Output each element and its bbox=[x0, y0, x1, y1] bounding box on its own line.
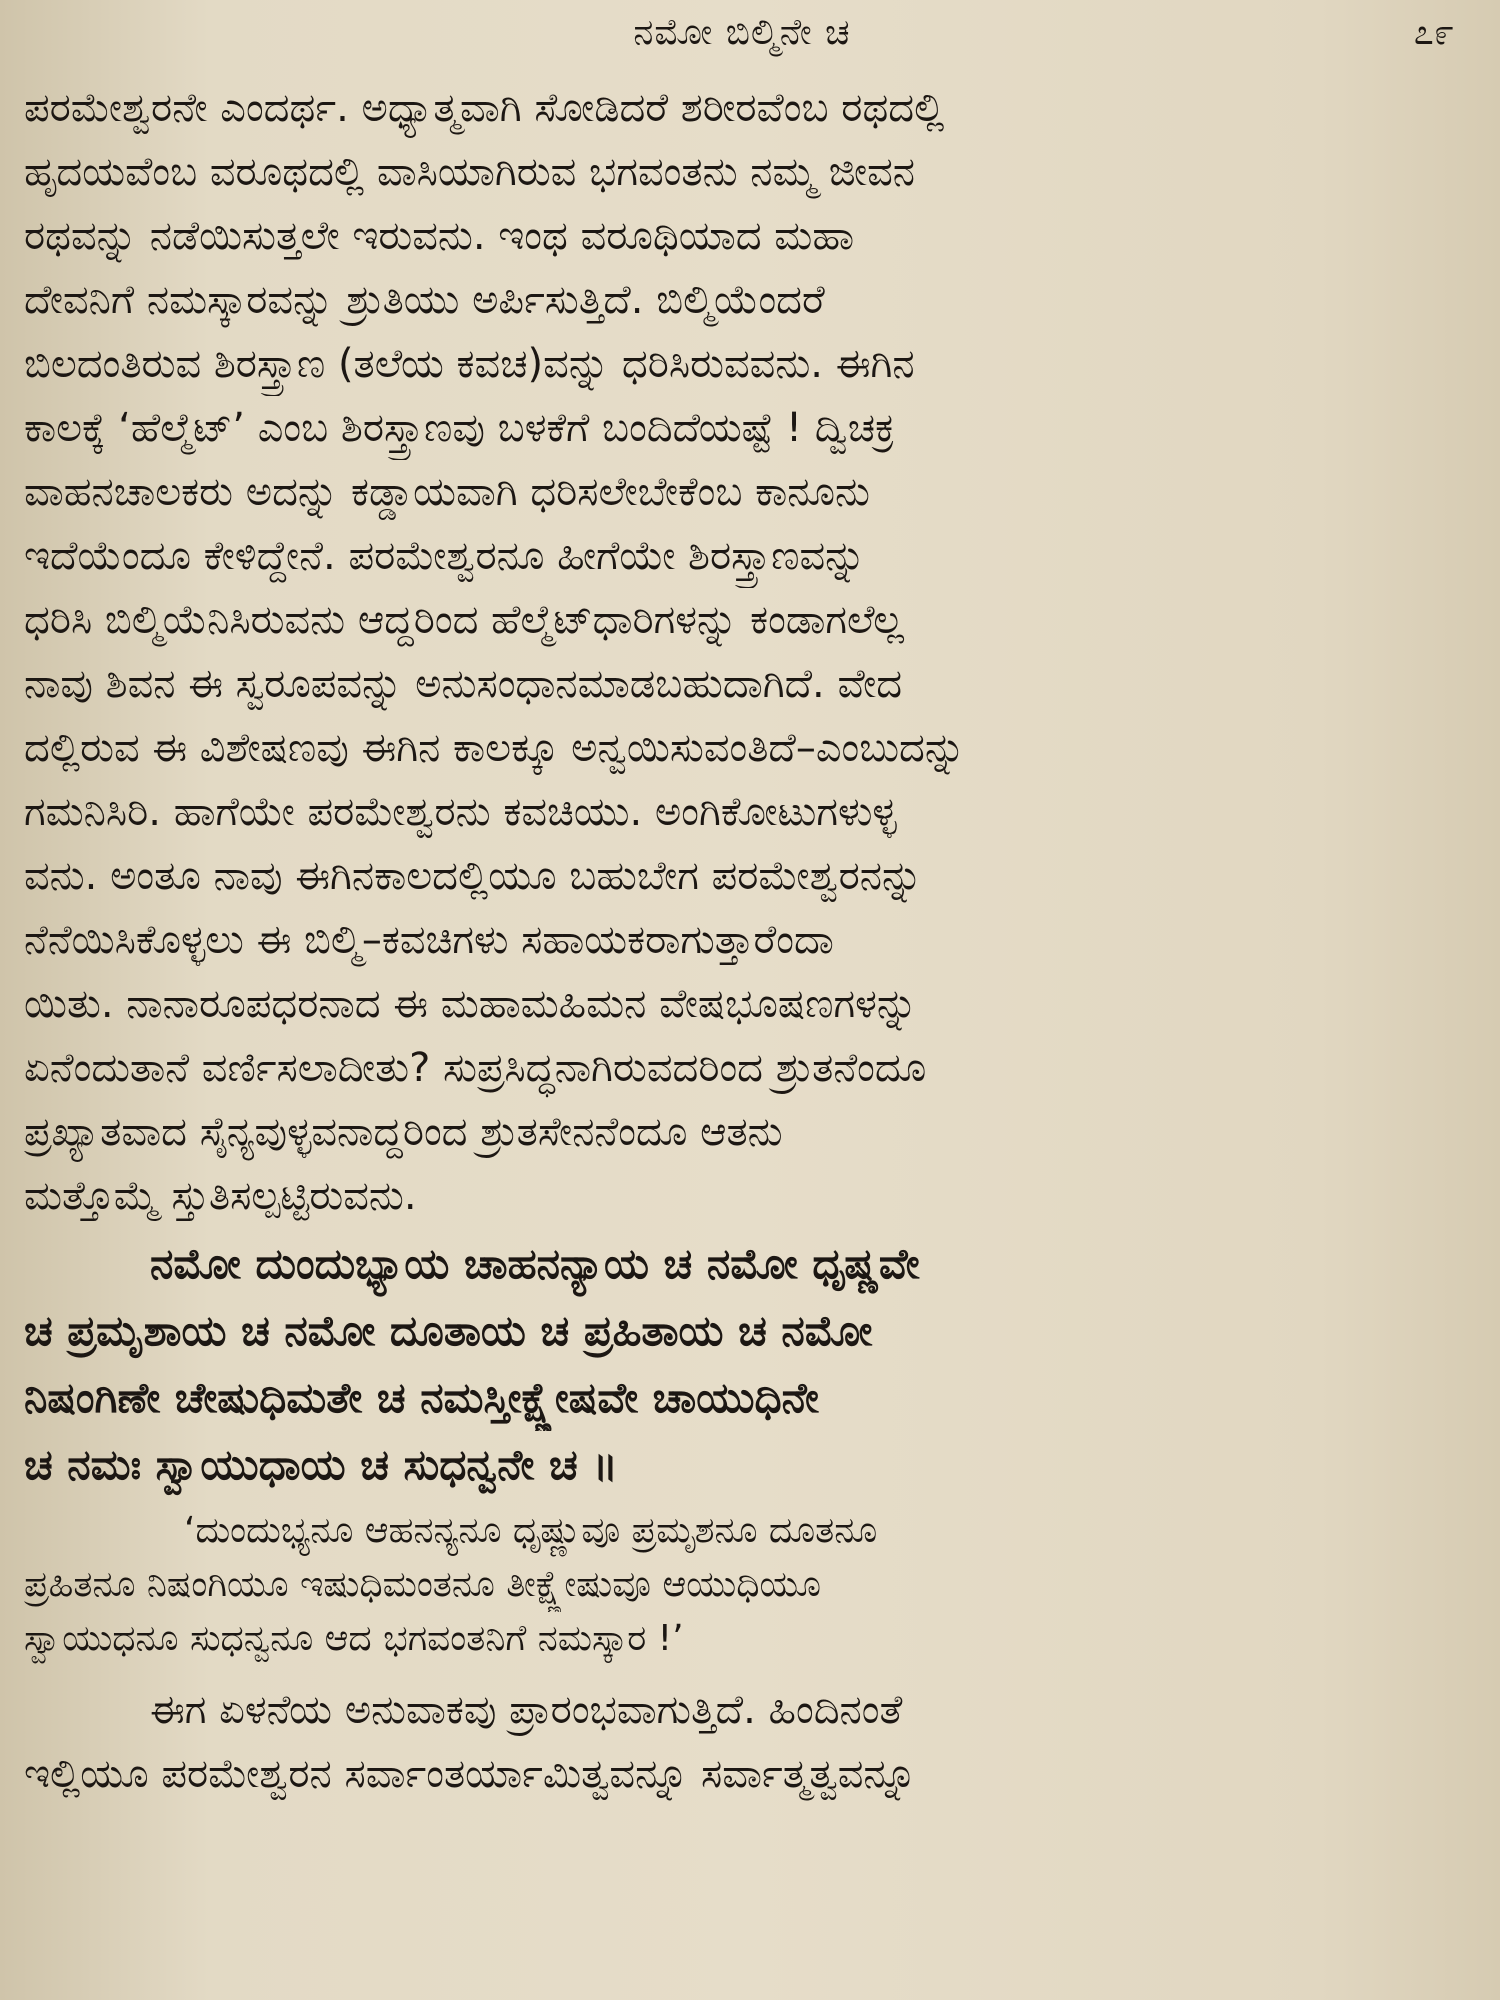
translation-line: ಪ್ರಹಿತನೂ ನಿಷಂಗಿಯೂ ಇಷುಧಿಮಂತನೂ ತೀಕ್ಷ್ಣೇಷುವೂ ಆಯುಧಿಯೂ bbox=[24, 1564, 821, 1605]
text-line: ವಾಹನಚಾಲಕರು ಅದನ್ನು ಕಡ್ಡಾಯವಾಗಿ ಧರಿಸಲೇಬೇಕೆಂಬ ಕಾನೂನು bbox=[24, 469, 870, 515]
mantra-line: ಚ ಪ್ರಮೃಶಾಯ ಚ ನಮೋ ದೂತಾಯ ಚ ಪ್ರಹಿತಾಯ ಚ ನಮೋ bbox=[24, 1306, 873, 1355]
text-line: ನೆನೆಯಿಸಿಕೊಳ್ಳಲು ಈ ಬಿಲ್ಮಿ–ಕವಚಿಗಳು ಸಹಾಯಕರಾಗುತ್ತಾರೆಂದಾ bbox=[24, 917, 834, 963]
translation-line: ‘ದುಂದುಭ್ಯನೂ ಆಹನನ್ಯನೂ ಧೃಷ್ಣುವೂ ಪ್ರಮೃಶನೂ ದೂತನೂ bbox=[184, 1510, 878, 1551]
translation-line: ಸ್ವಾಯುಧನೂ ಸುಧನ್ವನೂ ಆದ ಭಗವಂತನಿಗೆ ನಮಸ್ಕಾರ !’ bbox=[24, 1618, 684, 1659]
mantra-line: ನಮೋ ದುಂದುಭ್ಯಾಯ ಚಾಹನನ್ಯಾಯ ಚ ನಮೋ ಧೃಷ್ಣವೇ bbox=[150, 1239, 920, 1288]
page-number: ೭೯ bbox=[1413, 12, 1454, 53]
mantra-line: ಚ ನಮಃ ಸ್ವಾಯುಧಾಯ ಚ ಸುಧನ್ವನೇ ಚ ॥ bbox=[24, 1440, 618, 1489]
text-line: ವನು. ಅಂತೂ ನಾವು ಈಗಿನಕಾಲದಲ್ಲಿಯೂ ಬಹುಬೇಗ ಪರಮೇಶ್ವರನನ್ನು bbox=[24, 853, 923, 899]
text-line: ಕಾಲಕ್ಕೆ ‘ಹೆಲ್ಮೆಟ್’ ಎಂಬ ಶಿರಸ್ತ್ರಾಣವು ಬಳಕೆಗೆ ಬಂದಿದೆಯಷ್ಟೆ ! ದ್ವಿಚಕ್ರ bbox=[24, 405, 895, 451]
text-line: ಯಿತು. ನಾನಾರೂಪಧರನಾದ ಈ ಮಹಾಮಹಿಮನ ವೇಷಭೂಷಣಗಳನ್ನು bbox=[24, 981, 918, 1027]
text-line: ಪ್ರಖ್ಯಾತವಾದ ಸೈನ್ಯವುಳ್ಳವನಾದ್ದರಿಂದ ಶ್ರುತಸೇನನೆಂದೂ ಆತನು bbox=[24, 1109, 783, 1155]
text-line: ರಥವನ್ನು ನಡೆಯಿಸುತ್ತಲೇ ಇರುವನು. ಇಂಥ ವರೂಥಿಯಾದ ಮಹಾ bbox=[24, 213, 855, 259]
text-line: ದಲ್ಲಿರುವ ಈ ವಿಶೇಷಣವು ಈಗಿನ ಕಾಲಕ್ಕೂ ಅನ್ವಯಿಸುವಂತಿದೆ–ಎಂಬುದನ್ನು bbox=[24, 725, 966, 771]
text-line: ಇದೆಯೆಂದೂ ಕೇಳಿದ್ದೇನೆ. ಪರಮೇಶ್ವರನೂ ಹೀಗೆಯೇ ಶಿರಸ್ತ್ರಾಣವನ್ನು bbox=[24, 533, 866, 579]
commentary-paragraph bbox=[24, 76, 1460, 1228]
mantra-line: ನಿಷಂಗಿಣೇ ಚೇಷುಧಿಮತೇ ಚ ನಮಸ್ತೀಕ್ಷ್ಣೇಷವೇ ಚಾಯುಧಿನೇ bbox=[24, 1373, 819, 1422]
verse-translation bbox=[24, 1504, 1460, 1666]
text-line: ಬಿಲದಂತಿರುವ ಶಿರಸ್ತ್ರಾಣ (ತಲೆಯ ಕವಚ)ವನ್ನು ಧರಿಸಿರುವವನು. ಈಗಿನ bbox=[24, 341, 915, 387]
text-line: ಧರಿಸಿ ಬಿಲ್ಮಿಯೆನಿಸಿರುವನು ಆದ್ದರಿಂದ ಹೆಲ್ಮೆಟ್‌ಧಾರಿಗಳನ್ನು ಕಂಡಾಗಲೆಲ್ಲ bbox=[24, 597, 904, 643]
text-line: ದೇವನಿಗೆ ನಮಸ್ಕಾರವನ್ನು ಶ್ರುತಿಯು ಅರ್ಪಿಸುತ್ತಿದೆ. ಬಿಲ್ಮಿಯೆಂದರೆ bbox=[24, 277, 825, 323]
text-line: ಹೃದಯವೆಂಬ ವರೂಥದಲ್ಲಿ ವಾಸಿಯಾಗಿರುವ ಭಗವಂತನು ನಮ್ಮ ಜೀವನ bbox=[24, 149, 916, 195]
text-line: ಈಗ ಏಳನೆಯ ಅನುವಾಕವು ಪ್ರಾರಂಭವಾಗುತ್ತಿದೆ. ಹಿಂದಿನಂತೆ bbox=[150, 1687, 903, 1733]
text-line: ಮತ್ತೊಮ್ಮೆ ಸ್ತುತಿಸಲ್ಪಟ್ಟಿರುವನು. bbox=[24, 1173, 417, 1219]
mantra-verse bbox=[24, 1230, 1460, 1498]
text-line: ಪರಮೇಶ್ವರನೇ ಎಂದರ್ಥ. ಅಧ್ಯಾತ್ಮವಾಗಿ ಸೋಡಿದರೆ ಶರೀರವೆಂಬ ರಥದಲ್ಲಿ bbox=[24, 85, 945, 131]
running-head: ನಮೋ ಬಿಲ್ಮಿನೇ ಚ bbox=[633, 12, 851, 53]
text-line: ನಾವು ಶಿವನ ಈ ಸ್ವರೂಪವನ್ನು ಅನುಸಂಧಾನಮಾಡಬಹುದಾಗಿದೆ. ವೇದ bbox=[24, 661, 903, 707]
text-line: ಏನೆಂದುತಾನೆ ವರ್ಣಿಸಲಾದೀತು? ಸುಪ್ರಸಿದ್ಧನಾಗಿರುವದರಿಂದ ಶ್ರುತನೆಂದೂ bbox=[24, 1045, 927, 1091]
page-header bbox=[24, 6, 1460, 76]
text-line: ಇಲ್ಲಿಯೂ ಪರಮೇಶ್ವರನ ಸರ್ವಾಂತರ್ಯಾಮಿತ್ವವನ್ನೂ ಸರ್ವಾತ್ಮತ್ವವನ್ನೂ bbox=[24, 1751, 917, 1797]
commentary-paragraph-2 bbox=[24, 1678, 1460, 1806]
text-line: ಗಮನಿಸಿರಿ. ಹಾಗೆಯೇ ಪರಮೇಶ್ವರನು ಕವಚಿಯು. ಅಂಗಿಕೋಟುಗಳುಳ್ಳ bbox=[24, 789, 897, 835]
